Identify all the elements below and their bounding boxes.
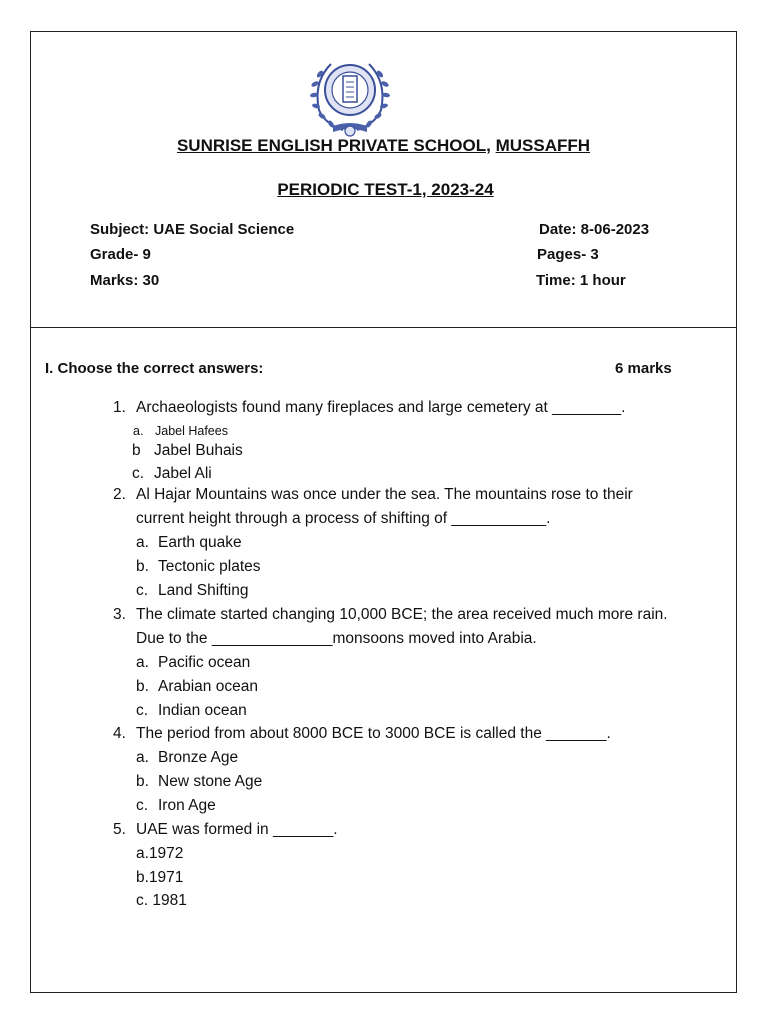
school-name: SUNRISE ENGLISH PRIVATE SCHOOL, MUSSAFFH <box>176 136 591 155</box>
question-text: UAE was formed in _______. <box>136 821 338 838</box>
option-3b: b. Arabian ocean <box>136 678 258 695</box>
school-crest-logo <box>303 52 397 138</box>
option-1b: b Jabel Buhais <box>132 442 243 459</box>
question-number: 1. <box>113 399 126 416</box>
option-2c: c. Land Shifting <box>136 582 249 599</box>
option-4c: c. Iron Age <box>136 797 216 814</box>
question-4 <box>113 722 683 746</box>
option-1c: c. Jabel Ali <box>132 465 212 482</box>
test-title: PERIODIC TEST-1, 2023-24 <box>277 180 494 199</box>
grade-label: Grade- 9 <box>90 246 151 263</box>
section-marks: 6 marks <box>615 360 672 377</box>
option-4a: a. Bronze Age <box>136 749 239 766</box>
option-5b: b.1971 <box>136 869 184 886</box>
option-2b: b. Tectonic plates <box>136 558 261 575</box>
option-3a: a. Pacific ocean <box>136 654 251 671</box>
question-number: 3. <box>113 606 126 623</box>
marks-label: Marks: 30 <box>90 272 160 289</box>
question-number: 4. <box>113 725 126 742</box>
section-title: I. Choose the correct answers: <box>45 360 264 377</box>
option-5c: c. 1981 <box>136 892 187 909</box>
question-1 <box>113 396 683 420</box>
option-5a: a.1972 <box>136 845 184 862</box>
option-1a: a. Jabel Hafees <box>133 424 228 438</box>
date-label: Date: 8-06-2023 <box>539 221 650 238</box>
question-text: The period from about 8000 BCE to 3000 BCE is called the _______. <box>136 725 611 742</box>
question-number: 2. <box>113 486 126 503</box>
question-text: Archaeologists found many fireplaces and large cemetery at ________. <box>136 399 626 416</box>
question-text: Al Hajar Mountains was once under the sea. The mountains rose to their current height through a process of shifting of ___________. <box>136 486 633 527</box>
question-number: 5. <box>113 821 126 838</box>
pages-label: Pages- 3 <box>537 246 599 263</box>
option-2a: a. Earth quake <box>136 534 242 551</box>
option-4b: b. New stone Age <box>136 773 263 790</box>
option-3c: c. Indian ocean <box>136 702 247 719</box>
subject-label: Subject: UAE Social Science <box>90 221 295 238</box>
question-3 <box>113 603 683 650</box>
question-5 <box>113 818 683 842</box>
header-divider <box>31 327 736 328</box>
exam-page-frame <box>30 31 737 993</box>
time-label: Time: 1 hour <box>536 272 626 289</box>
question-text: The climate started changing 10,000 BCE; the area received much more rain. Due to the ______________monsoons moved into Arabia. <box>136 606 668 647</box>
question-2 <box>113 483 683 530</box>
